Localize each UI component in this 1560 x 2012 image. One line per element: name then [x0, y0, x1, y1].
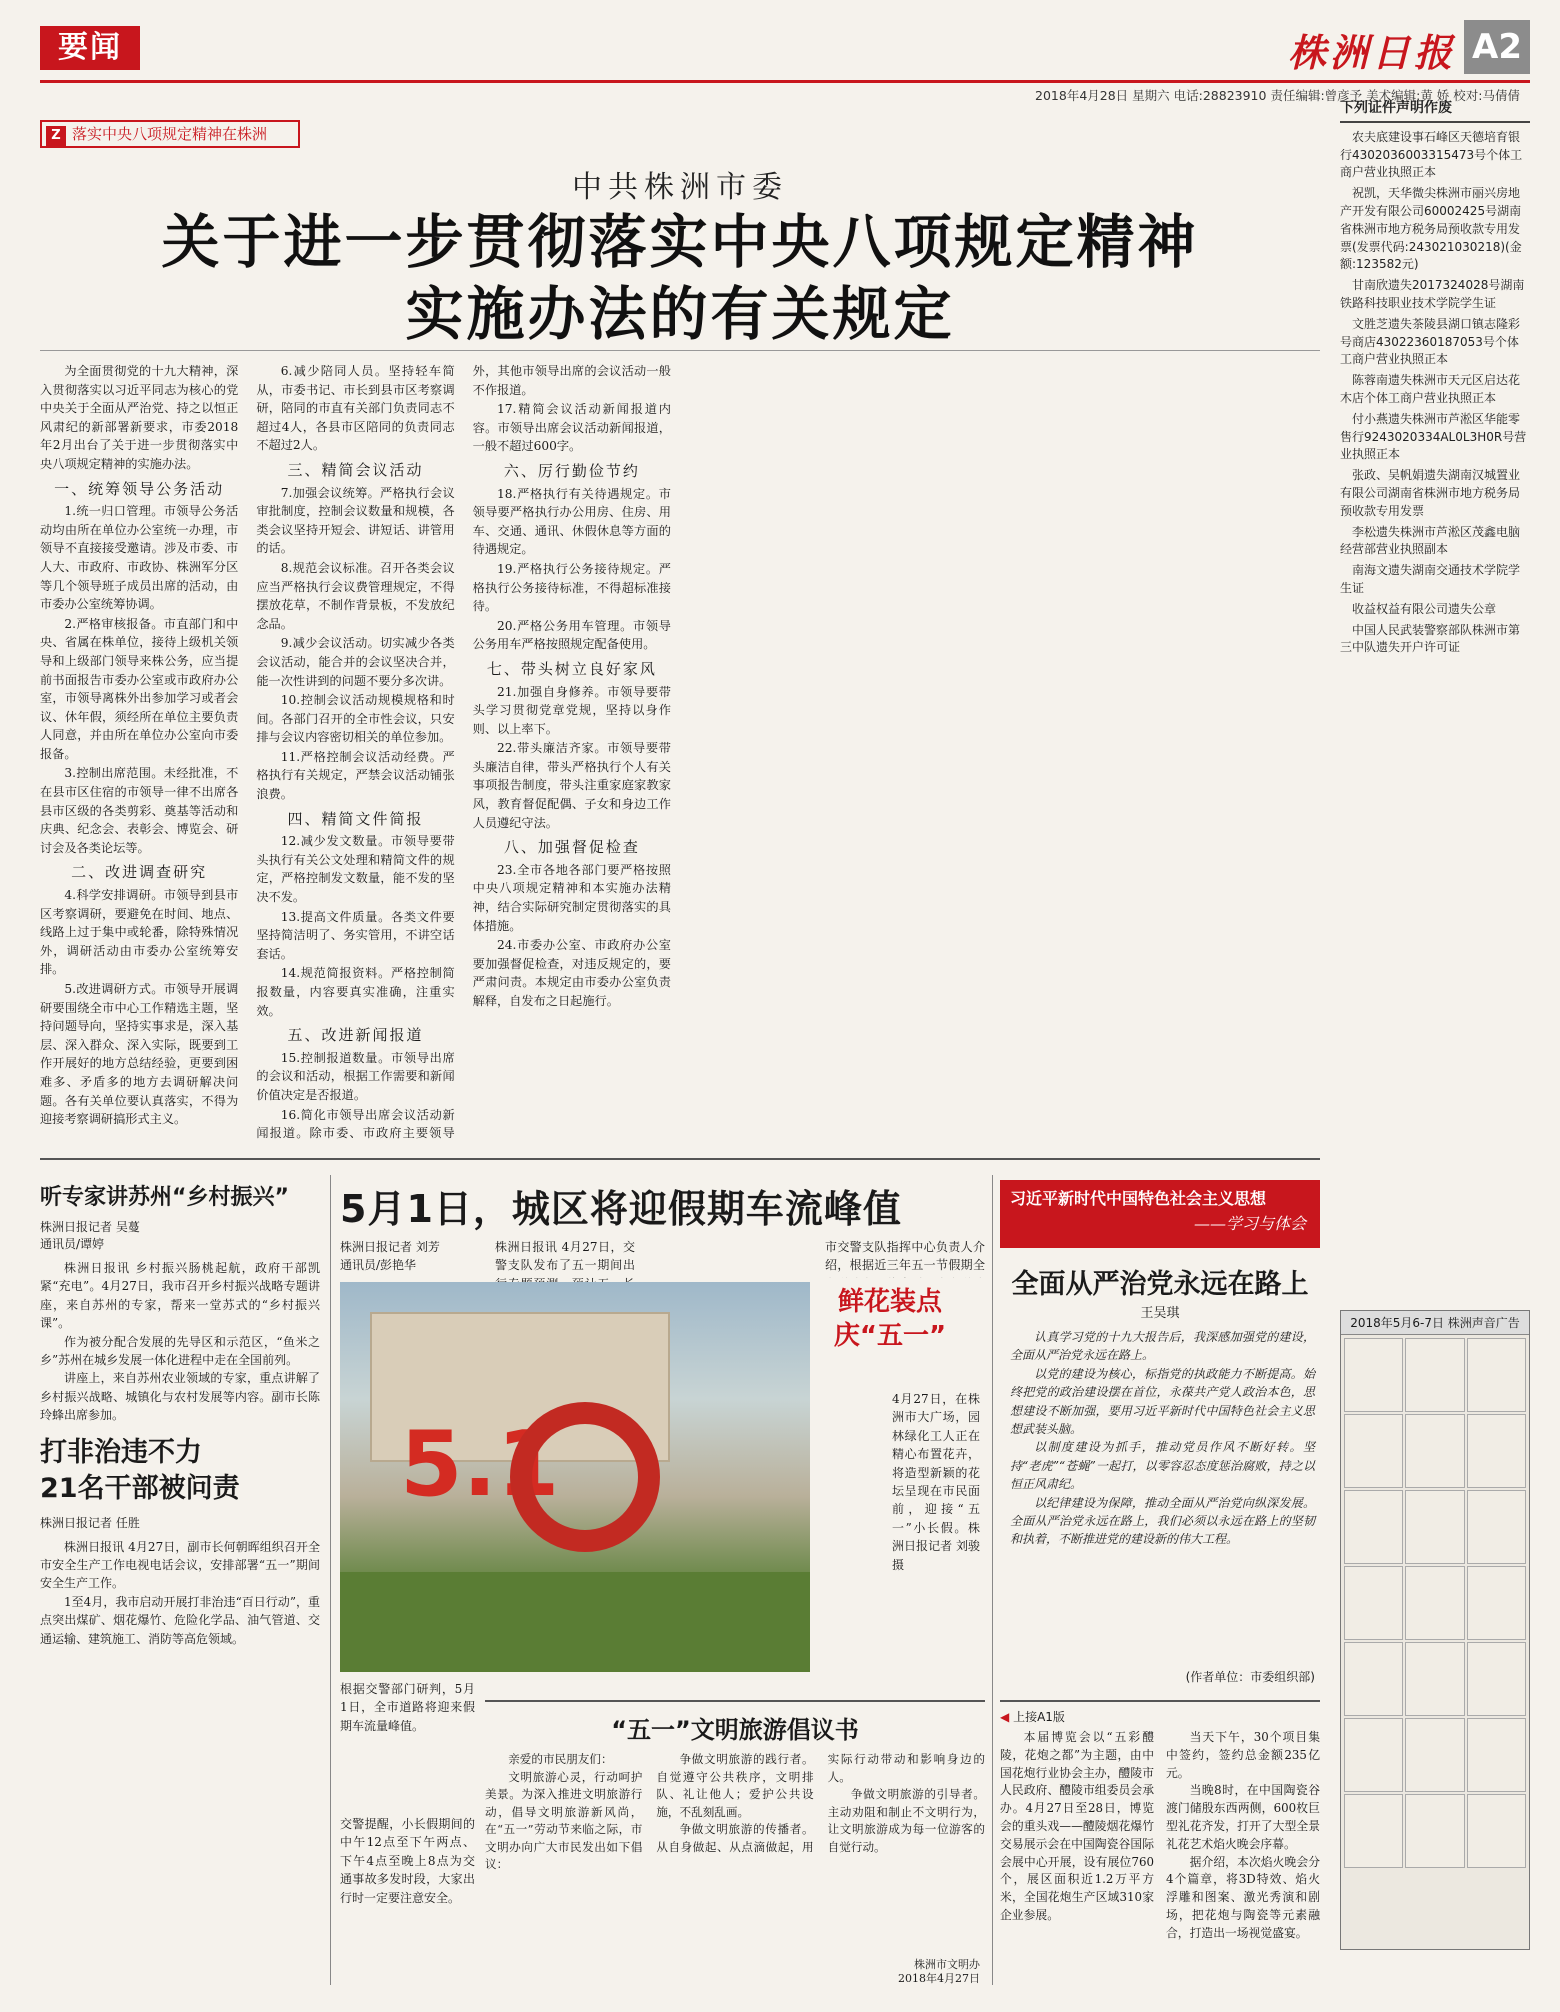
article-paragraph: 17.精简会议活动新闻报道内容。市领导出席会议活动新闻报道，一般不超过600字。 [472, 402, 671, 454]
theory-source: (作者单位：市委组织部) [1185, 1670, 1315, 1684]
notice-item: 南海文遗失湖南交通技术学院学生证 [1340, 563, 1521, 595]
holiday-para-4: 交警提醒，小长假期间的中午12点至下午两点、下午4点至晚上8点为交通事故多发时段，大家出行时一定要注意安全。 [340, 1817, 475, 1905]
proposal-paragraph: 争做文明旅游的引导者。主动劝阻和制止不文明行为，让文明旅游成为每一位游客的自觉行动。 [827, 1787, 985, 1854]
article-paragraph: 14.规范简报资料。严格控制简报数量，内容要真实准确，注重实效。 [256, 966, 455, 1018]
notice-column [1340, 100, 1530, 1300]
classified-ad-cell [1405, 1490, 1464, 1564]
article-paragraph: 12.减少发文数量。市领导要带头执行有关公文处理和精简文件的规定，严格控制发文数量，能不发的坚决不发。 [256, 834, 455, 905]
notice-title: 下列证件声明作废 [1340, 100, 1530, 123]
notice-list [1340, 129, 1530, 657]
photo-caption: 4月27日，在株洲市大广场，园林绿化工人正在精心布置花卉，将造型新颖的花坛呈现在市民面前，迎接“五一”小长假。株洲日报记者 刘骏 摄 [892, 1392, 980, 1572]
masthead-rule [40, 80, 1530, 83]
classified-ad-cell [1467, 1794, 1526, 1868]
section-tab: 要闻 [40, 26, 140, 70]
article-paragraph: 21.加强自身修养。市领导要带头学习贯彻党章党规，坚持以身作则、以上率下。 [472, 684, 671, 736]
banner-line-2: ——学习与体会 [1193, 1214, 1306, 1233]
expo-article [1000, 1700, 1320, 1990]
column-divider [330, 1175, 331, 1985]
article-paragraph: 13.提高文件质量。各类文件要坚持简洁明了、务实管用，不讲空话套话。 [256, 909, 455, 961]
civilized-tourism-proposal [485, 1700, 985, 1990]
holiday-para-2: 市交警支队指挥中心负责人介绍，根据近三年五一节假期全 [825, 1240, 985, 1273]
safety-headline: 打非治违不力 21名干部被问责 [40, 1436, 240, 1504]
article-paragraph: 24.市委办公室、市政府办公室要加强督促检查，对违反规定的，要严肃问责。本规定由市委办公室负责解释，自发布之日起施行。 [472, 938, 671, 1008]
photo-ring [510, 1402, 660, 1552]
left-lower-column [40, 1180, 320, 1980]
theory-author: 王吴琪 [1140, 1306, 1180, 1321]
expo-paragraph: 当天下午，30个项目集中签约，签约总金额235亿元。 [1166, 1730, 1320, 1780]
article-paragraph: 22.带头廉洁齐家。市领导要带头廉洁自律，带头严格执行个人有关事项报告制度，带头注重家庭家教家风，教育督促配偶、子女和身边工作人员遵纪守法。 [472, 741, 671, 830]
proposal-sign: 株洲市文明办 2018年4月27日 [898, 1958, 980, 1985]
article-paragraph: 15.控制报道数量。市领导出席的会议和活动，根据工作需要和新闻价值决定是否报道。 [256, 1050, 455, 1102]
classified-ad-cell [1344, 1490, 1403, 1564]
proposal-title: “五一”文明旅游倡议书 [611, 1716, 859, 1744]
proposal-paragraph: 争做文明旅游的践行者。自觉遵守公共秩序，文明排队、礼让他人；爱护公共设施，不乱刻乱画。 [656, 1752, 814, 1819]
notice-item: 陈蓉南遗失株洲市天元区启达花木店个体工商户营业执照正本 [1340, 373, 1521, 405]
theory-paragraph: 以纪律建设为保障，推动全面从严治党向纵深发展。全面从严治党永远在路上，我们必须以永远在路上的坚韧和执着，不断推进党的建设新的伟大工程。 [1010, 1495, 1315, 1547]
section-heading: 一、统筹领导公务活动 [54, 479, 225, 498]
proposal-paragraph: 亲爱的市民朋友们： [508, 1752, 613, 1766]
classified-ad-cell [1467, 1414, 1526, 1488]
expo-continuation [1000, 1708, 1320, 1725]
rural-paragraph: 株洲日报讯 乡村振兴肠桃起航，政府干部凯紧“充电”。4月27日，我市召开乡村振兴战略专题讲座，来自苏州的专家，帮来一堂苏式的“乡村振兴课”。 [40, 1261, 320, 1331]
issue-meta: 2018年4月28日 星期六 电话:28823910 责任编辑:曾彦予 美术编辑:黄 娇 校对:马倩倩 [1035, 88, 1520, 103]
article-paragraph: 7.加强会议统筹。严格执行会议审批制度，控制会议数量和规模，各类会议坚持开短会、讲短话、讲管用的话。 [256, 485, 455, 556]
section-heading: 八、加强督促检查 [503, 838, 640, 857]
classified-ad-cell [1344, 1414, 1403, 1488]
safety-body [40, 1538, 320, 1648]
rural-body [40, 1259, 320, 1425]
column-tag [40, 120, 300, 148]
triangle-icon: ◀ [1000, 1710, 1010, 1724]
classified-ad-cell [1467, 1490, 1526, 1564]
article-paragraph: 2.严格审核报备。市直部门和中央、省属在株单位，接待上级机关领导和上级部门领导来株公务，应当提前书面报告市委办公室或市政府办公室，市领导离株外出参加学习或者会议、休年假，须经所在单位主要负责人同意，并由所在单位办公室向市委报备。 [40, 616, 239, 761]
classified-ad-cell [1344, 1718, 1403, 1792]
headline-line-1: 关于进一步贯彻落实中央八项规定精神 [161, 208, 1199, 276]
holiday-para-1: 株洲日报讯 4月27日，交警支队发布了五一期间出 [495, 1240, 635, 1273]
article-kicker: 中共株洲市委 [572, 170, 788, 205]
article-intro: 为全面贯彻党的十九大精神，深入贯彻落实以习近平同志为核心的党中央关于全面从严治党、持之以恒正风肃纪的新部署新要求，市委2018年2月出台了关于进一步贯彻落实中央八项规定精神的实施办法。 [40, 364, 239, 471]
theory-paragraph: 以党的建设为核心，标指党的执政能力不断提高。始终把党的政治建设摆在首位，永葆共产党人政治本色，思想建设不断加强，要用习近平新时代中国特色社会主义思想武装头脑。 [1010, 1366, 1315, 1437]
theory-paragraph: 认真学习党的十九大报告后，我深感加强党的建设，全面从严治党永远在路上。 [1010, 1330, 1315, 1363]
photo-title: 鲜花装点 庆“五一” [833, 1287, 947, 1351]
section-heading: 二、改进调查研究 [71, 863, 208, 882]
rural-byline: 株洲日报记者 吴蔓 通讯员/谭婷 [40, 1220, 140, 1251]
page-number: A2 [1464, 20, 1530, 74]
notice-item: 李松遗失株洲市芦淞区茂鑫电脑经营部营业执照副本 [1340, 524, 1521, 557]
article-paragraph: 5.改进调研方式。市领导开展调研要围绕全市中心工作精选主题，坚持问题导向，坚持实事求是，深入基层、深入群众、深入实际，既要到工作开展好的地方总结经验，更要到困难多、矛盾多的地方去调研解决问题。各有关单位要认真落实，不得为迎接考察调研搞形式主义。 [40, 982, 239, 1127]
classified-ad-cell [1344, 1338, 1403, 1412]
section-separator [40, 1158, 1320, 1160]
article-paragraph: 6.减少陪同人员。坚持轻车简从，市委书记、市长到县市区考察调研，陪同的市直有关部门负责同志不超过4人，各县市区陪同的负责同志不超过2人。 [256, 364, 455, 453]
headline-line-2: 实施办法的有关规定 [405, 280, 955, 348]
article-paragraph: 8.规范会议标准。召开各类会议应当严格执行会议费管理规定，不得摆放花草，不制作背景板，不发放纪念品。 [256, 560, 455, 631]
rural-headline: 听专家讲苏州“乡村振兴” [40, 1185, 289, 1210]
article-paragraph: 20.严格公务用车管理。市领导公务用车严格按照规定配备使用。 [472, 618, 671, 652]
classified-ad-cell [1405, 1642, 1464, 1716]
article-headline [40, 206, 1320, 350]
classified-ad-cell [1467, 1642, 1526, 1716]
photo-sign: 5.1 [400, 1412, 560, 1517]
classified-ad-cell [1405, 1338, 1464, 1412]
classified-ad-cell [1344, 1642, 1403, 1716]
banner-line-1: 习近平新时代中国特色社会主义思想 [1010, 1189, 1267, 1208]
classified-header: 2018年5月6-7日 株洲声音广告 [1341, 1311, 1529, 1335]
expo-continuation-label: 上接A1版 [1013, 1710, 1065, 1724]
holiday-byline: 株洲日报记者 刘芳 通讯员/彭艳华 [340, 1240, 440, 1273]
notice-item: 文胜芝遗失茶陵县湖口镇志隆彩号商店43022360187053号个体工商户营业执照正本 [1340, 316, 1521, 367]
classified-ad-cell [1405, 1566, 1464, 1640]
expo-paragraph: 当晚8时，在中国陶瓷谷渡门储殷东西两侧，600枚巨型礼花齐发，打开了大型全景礼花艺术焰火晚会序幕。 [1166, 1783, 1320, 1851]
section-heading: 六、厉行勤俭节约 [503, 461, 640, 480]
theory-title: 全面从严治党永远在路上 [1011, 1269, 1309, 1300]
proposal-body [485, 1751, 985, 1981]
flower-photo [340, 1282, 810, 1672]
rural-paragraph: 讲座上，来自苏州农业领域的专家，重点讲解了乡村振兴战略、城镇化与农村发展等内容。副市长陈玲蜂出席参加。 [40, 1371, 320, 1423]
column-label: 落实中央八项规定精神在株洲 [72, 125, 268, 143]
masthead [40, 18, 1530, 78]
headline-rule [40, 350, 1320, 351]
classified-ad-cell [1467, 1566, 1526, 1640]
notice-item: 付小燕遗失株洲市芦淞区华能零售行9243020334AL0L3H0R号营业执照正本 [1340, 411, 1527, 462]
rural-paragraph: 作为被分配合发展的先导区和示范区，“鱼米之乡”苏州在城乡发展一体化进程中走在全国前列。 [40, 1334, 320, 1368]
notice-item: 农夫底建设事石峰区天德培育银行4302036003315473号个体工商户营业执照正本 [1340, 129, 1523, 180]
classified-ad-cell [1344, 1794, 1403, 1868]
notice-item: 张政、吴帆娟遗失湖南汉城置业有限公司湖南省株洲市地方税务局预收款专用发票 [1340, 468, 1521, 518]
classified-ad-cell [1467, 1718, 1526, 1792]
theory-banner [1000, 1180, 1320, 1248]
column-badge: Z [46, 126, 66, 146]
article-paragraph: 9.减少会议活动。切实减少各类会议活动，能合并的会议坚决合并，能一次性讲到的问题不要分多次讲。 [256, 636, 455, 688]
expo-paragraph: 据介绍，本次焰火晚会分4个篇章，将3D特效、焰火浮雕和图案、激光秀演和剧场，把花炮与陶瓷等元素融合，打造出一场视觉盛宴。 [1166, 1854, 1320, 1940]
column-divider [992, 1175, 993, 1985]
paper-name: 株洲日报 [1287, 30, 1456, 75]
theory-body [1010, 1328, 1315, 1549]
section-heading: 五、改进新闻报道 [287, 1026, 424, 1045]
photo-flowerbed [340, 1572, 810, 1672]
safety-paragraph: 1至4月，我市启动开展打非治违“百日行动”，重点突出煤矿、烟花爆竹、危险化学品、油气管道、交通运输、建筑施工、消防等高危领域。 [40, 1594, 320, 1646]
article-paragraph: 11.严格控制会议活动经费。严格执行有关规定，严禁会议活动铺张浪费。 [256, 749, 455, 802]
holiday-para-3: 根据交警部门研判，5月1日，全市道路将迎来假期车流量峰值。 [340, 1682, 475, 1733]
notice-item: 中国人民武装警察部队株洲市第三中队遗失开户许可证 [1340, 622, 1521, 655]
article-paragraph: 4.科学安排调研。市领导到县市区考察调研，要避免在时间、地点、线路上过于集中或轮番，除特殊情况外，调研活动由市委办公室统筹安排。 [40, 888, 239, 977]
proposal-paragraph: 争做文明旅游的传播者。从自身做起、从点滴做起，用实际行动带动和影响身边的人。 [656, 1752, 985, 1854]
safety-paragraph: 株洲日报讯 4月27日，副市长何朝晖组织召开全市安全生产工作电视电话会议，安排部署“五一”期间安全生产工作。 [40, 1539, 320, 1591]
classified-ad-cell [1405, 1718, 1464, 1792]
notice-item: 祝凯，天华微尖株洲市丽兴房地产开发有限公司60002425号湖南省株洲市地方税务局预收款专用发票(发票代码:243021030218)(金额:123582元) [1340, 186, 1522, 272]
classified-grid [1341, 1335, 1529, 1871]
section-heading: 三、精简会议活动 [287, 460, 424, 479]
article-paragraph: 3.控制出席范围。未经批准，不在县市区住宿的市领导一律不出席各县市区级的各类剪彩、奠基等活动和庆典、纪念会、表彰会、博览会、研讨会及各类论坛等。 [40, 766, 239, 855]
notice-item: 收益权益有限公司遗失公章 [1352, 601, 1497, 616]
safety-byline: 株洲日报记者 任胜 [40, 1515, 140, 1530]
classified-ads [1340, 1310, 1530, 1950]
classified-ad-cell [1344, 1566, 1403, 1640]
notice-item: 甘南欣遗失2017324028号湖南铁路科技职业技术学院学生证 [1340, 278, 1525, 310]
expo-paragraph: 本届博览会以“五彩醴陵，花炮之都”为主题，由中国花炮行业协会主办，醴陵市人民政府、醴陵市组委员会承办。4月27日至28日，博览会的重头戏——醴陵烟花爆竹交易展示会在中国陶瓷谷国际会展中心开展，设有展位760个，展区面积近1.2万平方米，全国花炮生产区域310家企业参展。 [1000, 1730, 1154, 1922]
section-heading: 四、精简文件简报 [287, 809, 424, 828]
article-paragraph: 16.简化市领导出席会议活动新闻报道。除市委、市政府主要领导外，其他市领导出席的会议活动一般不作报道。 [256, 364, 671, 1141]
expo-body [1000, 1729, 1320, 1989]
classified-ad-cell [1467, 1338, 1526, 1412]
section-heading: 七、带头树立良好家风 [486, 659, 657, 678]
article-paragraph: 10.控制会议活动规模规格和时间。各部门召开的全市性会议，只安排与会议内容密切相关的单位参加。 [256, 693, 455, 745]
article-paragraph: 19.严格执行公务接待规定。严格执行公务接待标准，不得超标准接待。 [472, 561, 671, 614]
article-paragraph: 23.全市各地各部门要严格按照中央八项规定精神和本实施办法精神，结合实际研究制定贯彻落实的具体措施。 [472, 862, 671, 933]
classified-ad-cell [1405, 1794, 1464, 1868]
proposal-paragraph: 文明旅游心灵，行动呵护美景。为深入推进文明旅游行动，倡导文明旅游新风尚，在“五一”劳动节来临之际，市文明办向广大市民发出如下倡议： [485, 1769, 643, 1871]
holiday-headline: 5月1日，城区将迎假期车流峰值 [340, 1187, 902, 1231]
article-paragraph: 1.统一归口管理。市领导公务活动均由所在单位办公室统一办理，市领导不直接接受邀请。涉及市委、市人大、市政府、市政协、株洲军分区等几个领导班子成员出席的活动，由市委办公室统筹协调。 [40, 504, 239, 612]
theory-paragraph: 以制度建设为抓手，推动党员作风不断好转。坚持“老虎”“苍蝇”一起打，以零容忍态度惩治腐败，持之以恒正风肃纪。 [1010, 1440, 1315, 1492]
article-body [40, 362, 1320, 1152]
article-paragraph: 18.严格执行有关待遇规定。市领导要严格执行办公用房、住房、用车、交通、通讯、休假休息等方面的待遇规定。 [472, 486, 671, 557]
classified-ad-cell [1405, 1414, 1464, 1488]
